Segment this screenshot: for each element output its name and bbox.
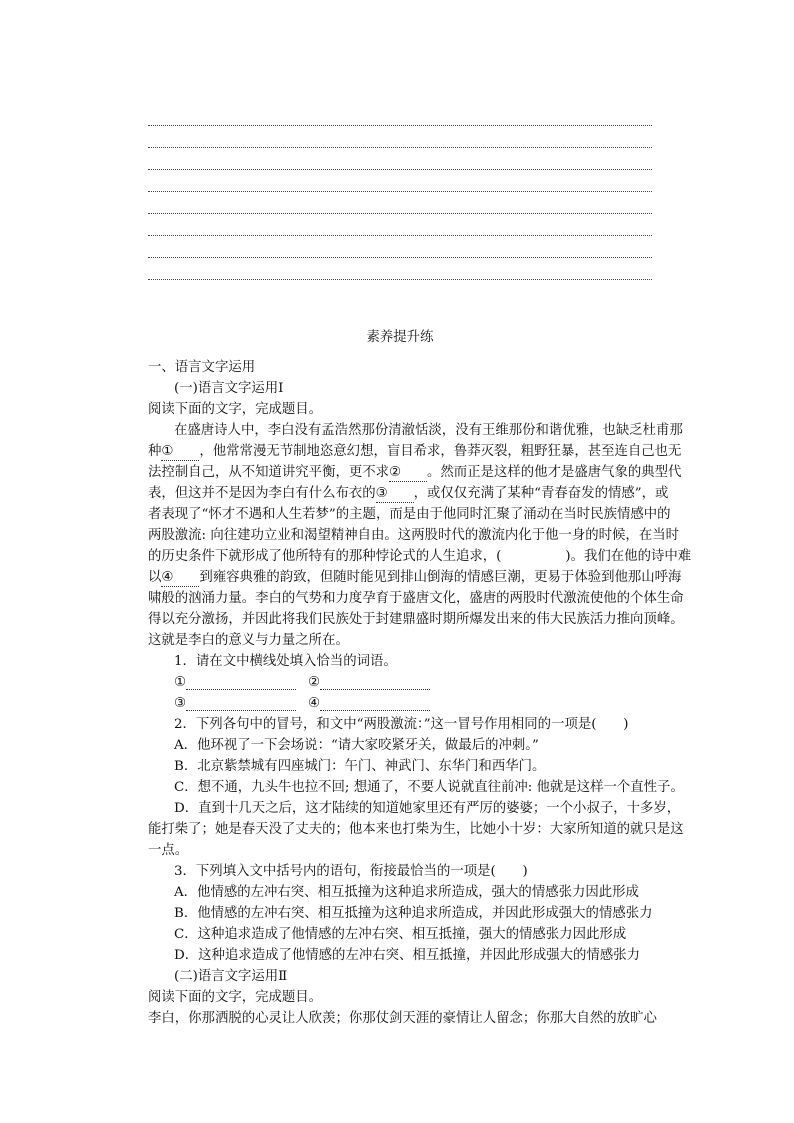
sub-heading-2: (二)语言文字运用Ⅱ [174,969,288,984]
question-1-stem: 1．请在文中横线处填入恰当的词语。 [174,654,397,669]
question-2-stem: 2．下列各句中的冒号，和文中“两股激流：”这一冒号作用相同的一项是( ) [174,717,629,732]
sub-heading-1: (一)语言文字运用Ⅰ [174,381,284,396]
fill-label-4: ④ [308,696,321,711]
option-b[interactable]: B．北京紫禁城有四座城门：午门、神武门、东华门和西华门。 [174,759,546,774]
blank-2[interactable]: ② [389,465,427,482]
blank-1[interactable]: ① [161,444,199,461]
passage-line: 以④ 到雍容典雅的韵致，但随时能见到排山倒海的情感巨潮，更易于体验到他那山呼海 [148,570,682,585]
passage-line: 表，但这并不是因为李白有什么布衣的③ ，或仅仅充满了某种“青春奋发的情感”，或 [148,486,669,501]
passage-line: 法控制自己，从不知道讲究平衡，更不求② 。然而正是这样的他才是盛唐气象的典型代 [148,465,682,480]
instruction-2: 阅读下面的文字，完成题目。 [148,990,323,1005]
option-c[interactable]: C．想不通，九头牛也拉不回; 想通了，不要人说就直往前冲: 他就是这样一个直性子。 [174,780,684,795]
passage-line: 者表现了“怀才不遇和人生若梦”的主题，而是由于他同时汇聚了涌动在当时民族情感中的 [148,507,671,522]
answer-line[interactable] [148,236,652,258]
answer-lines [148,104,652,280]
option-d[interactable]: D．直到十几天之后，这才陆续的知道她家里还有严厉的婆婆；一个小叔子，十多岁， [174,801,681,816]
option-d-cont: 能打柴了；她是春天没了丈夫的；他本来也打柴为生，比她小十岁：大家所知道的就只是这 [148,822,684,837]
fill-label-3: ③ [174,696,187,711]
fill-label-2: ② [308,675,321,690]
fill-field-4[interactable] [320,696,430,711]
option-c[interactable]: C．这种追求造成了他情感的左冲右突、相互抵撞，强大的情感张力因此形成 [174,927,627,942]
passage-line: 的历史条件下就形成了他所特有的那种悖论式的人生追求，( )。我们在他的诗中难 [148,549,692,564]
fill-row [148,672,652,693]
fill-row [148,693,652,714]
answer-line[interactable] [148,214,652,236]
answer-line[interactable] [148,148,652,170]
fill-field-1[interactable] [186,675,296,690]
passage-line: 两股激流: 向往建功立业和渴望精神自由。这两股时代的激流内化于他一身的时候，在当时 [148,528,679,543]
passage2-line: 李白，你那洒脱的心灵让人欣羡；你那仗剑天涯的豪情让人留念；你那大自然的放旷心 [148,1011,657,1026]
answer-line[interactable] [148,104,652,126]
instruction-1: 阅读下面的文字，完成题目。 [148,402,323,417]
section-title: 素养提升练 [366,330,434,345]
passage-line: 这就是李白的意义与力量之所在。 [148,633,349,648]
blank-4[interactable]: ④ [161,570,199,587]
fill-field-3[interactable] [186,696,296,711]
option-a[interactable]: A．他环视了一下会场说：“请大家咬紧牙关，做最后的冲刺。” [174,738,539,753]
passage-line: 得以充分激扬，并因此将我们民族处于封建鼎盛时期所爆发出来的伟大民族活力推向顶峰。 [148,612,684,627]
option-a[interactable]: A．他情感的左冲右突、相互抵撞为这种追求所造成，强大的情感张力因此形成 [174,885,639,900]
answer-line[interactable] [148,258,652,280]
option-d-cont: 一点。 [148,843,189,858]
option-d[interactable]: D．这种追求造成了他情感的左冲右突、相互抵撞，并因此形成强大的情感张力 [174,948,641,963]
question-3-stem: 3．下列填入文中括号内的语句，衔接最恰当的一项是( ) [174,864,528,879]
part-heading: 一、语言文字运用 [148,360,256,375]
option-b[interactable]: B．他情感的左冲右突、相互抵撞为这种追求所造成，并因此形成强大的情感张力 [174,906,653,921]
answer-line[interactable] [148,126,652,148]
passage-line: 在盛唐诗人中，李白没有孟浩然那份清澈恬淡，没有王维那份和谐优雅，也缺乏杜甫那 [174,423,683,438]
passage-line: 啸般的汹涌力量。李白的气势和力度孕育于盛唐文化，盛唐的两股时代激流使他的个体生命 [148,591,684,606]
exercise-content [148,327,692,1029]
answer-line[interactable] [148,192,652,214]
passage-line: 种① ，他常常漫无节制地恣意幻想，盲目希求，鲁莽灭裂，粗野狂暴，甚至连自己也无 [148,444,682,459]
fill-field-2[interactable] [320,675,430,690]
answer-line[interactable] [148,170,652,192]
fill-label-1: ① [174,675,187,690]
blank-3[interactable]: ③ [376,486,414,503]
